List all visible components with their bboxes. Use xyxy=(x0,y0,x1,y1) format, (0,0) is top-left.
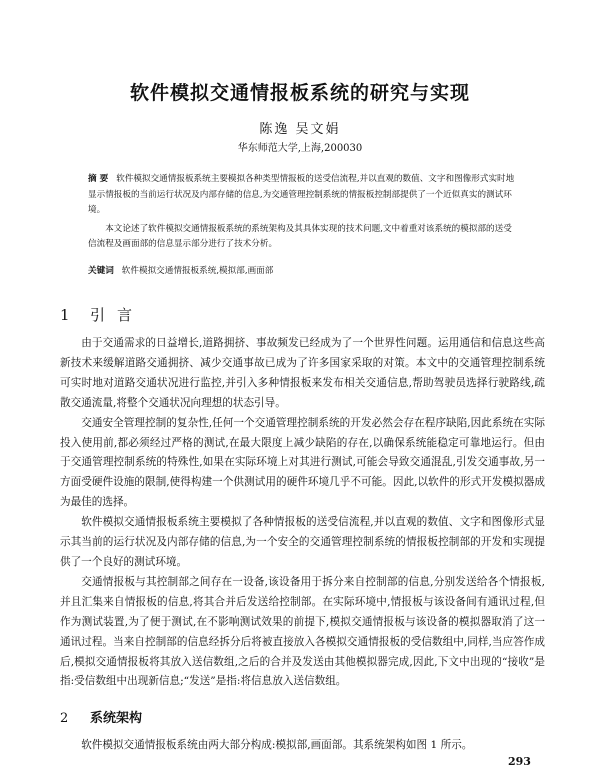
body-paragraph: 交通安全管理控制的复杂性,任何一个交通管理控制系统的开发必然会存在程序缺陷,因此系统在实际投入使用前,都必须经过严格的测试,在最大限度上减少缺陷的存在,以确保系统能稳定可靠地运行。但由于交通管理控制系统的特殊性,如果在实际环境上对其进行测试,可能会导致交通混乱,引发交通事故,另一方面受硬件设施的限制,使得构建一个供测试用的硬件环境几乎不可能。因此,以软件的形式开发模拟器成为最佳的选择。 xyxy=(60,416,545,509)
abstract-paragraph-2: 本文论述了软件模拟交通情报板系统的系统架构及其具体实现的技术问题,文中着重对该系统的模拟部的送受信流程及画面部的信息显示部分进行了技术分析。 xyxy=(88,223,512,249)
section-1-body xyxy=(60,334,545,692)
authors: 陈逸 吴文娟 xyxy=(259,122,341,137)
section-2-title: 系统架构 xyxy=(90,711,143,726)
keywords-text: 软件模拟交通情报板系统,模拟部,画面部 xyxy=(121,266,274,276)
abstract-paragraph xyxy=(88,172,520,219)
body-paragraph: 由于交通需求的日益增长,道路拥挤、事故频发已经成为了一个世界性问题。运用通信和信息这些高新技术来缓解道路交通拥挤、减少交通事故已成为了许多国家采取的对策。本文中的交通管理控制系统可实时地对道路交通状况进行监控,并引入多种情报板来发布相关交通信息,帮助驾驶员选择行驶路线,疏散交通流量,将整个交通状况向理想的状态引导。 xyxy=(60,337,545,409)
section-2-number: 2 xyxy=(60,711,69,726)
keywords-label: 关键词 xyxy=(88,266,114,276)
body-paragraph: 软件模拟交通情报板系统主要模拟了各种情报板的送受信流程,并以直观的数值、文字和图像形式显示其当前的运行状况及内部存储的信息,为一个安全的交通管理控制系统的情报板控制部的开发和实现提供了一个良好的测试环境。 xyxy=(60,516,545,568)
section-2-text: 软件模拟交通情报板系统由两大部分构成:模拟部,画面部。其系统架构如图 1 所示。 xyxy=(81,739,473,751)
body-paragraph: 交通情报板与其控制部之间存在一设备,该设备用于拆分来自控制部的信息,分别发送给各个情报板,并且汇集来自情报板的信息,将其合并后发送给控制部。在实际环境中,情报板与该设备间有通讯过程,但作为测试装置,为了便于测试,在不影响测试效果的前提下,模拟交通情报板与该设备的模拟器取消了这一通讯过程。当来自控制部的信息经拆分后将被直接放入各模拟交通情报板的受信数组中,同样,当应答作成后,模拟交通情报板将其放入送信数组,之后的合并及发送由其他模拟器完成,因此,下文中出现的“接收”是指:受信数组中出现新信息;“发送”是指:将信息放入送信数组。 xyxy=(60,575,545,688)
page-number: 293 xyxy=(508,755,531,768)
abstract xyxy=(88,172,520,253)
section-1-title: 引言 xyxy=(90,306,145,324)
abstract-text: 软件模拟交通情报板系统主要模拟各种类型情报板的送受信流程,并以直观的数值、文字和图像形式实时地显示情报板的当前运行状况及内部存储的信息,为交通管理控制系统的情报板控制部提供了一个近似真实的测试环境。 xyxy=(88,174,515,215)
section-1-heading xyxy=(60,304,144,325)
paper-title: 软件模拟交通情报板系统的研究与实现 xyxy=(129,82,470,104)
section-1-number: 1 xyxy=(60,306,70,324)
affiliation: 华东师范大学,上海,200030 xyxy=(237,143,363,154)
section-2-heading xyxy=(60,707,142,726)
abstract-label: 摘 要 xyxy=(88,174,109,184)
keywords xyxy=(88,264,520,276)
